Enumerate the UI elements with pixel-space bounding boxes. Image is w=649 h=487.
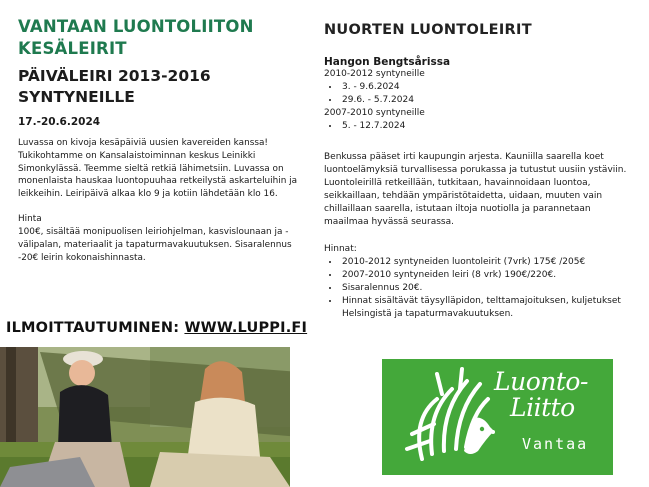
- day-camp-price: [18, 213, 308, 264]
- campers-photo: [0, 347, 290, 487]
- price-heading: Hinta: [18, 214, 42, 225]
- logo-word2: Liitto: [510, 393, 575, 422]
- signup-line: [6, 320, 307, 336]
- youth-camp-description: [324, 151, 629, 229]
- list-item: • 3. - 9.6.2024: [340, 81, 629, 94]
- logo-city: Vantaa: [522, 435, 589, 453]
- main-title-line2: KESÄLEIRIT: [18, 39, 127, 58]
- list-item: • 2010-2012 syntyneiden luontoleirit (7vrk) 175€ /205€: [340, 256, 629, 269]
- signup-label: ILMOITTAUTUMINEN:: [6, 320, 180, 336]
- list-item: • 5. - 12.7.2024: [340, 120, 629, 133]
- youth-camp-section: [324, 22, 629, 321]
- group2-label: 2007-2010 syntyneille: [324, 108, 425, 118]
- youth-camp-description-text: Benkussa pääset irti kaupungin arjesta. Kauniilla saarella koet luontoelämyksiä turvallisessa porukassa ja tutustut uusiin ystäviin. Luontoleirillä retkeillään, tutkitaan, havainnoidaan luontoa, seikkaillaan, tehdään ympäristötaidetta, uidaan, muuten vain chillaillaan saarella, istutaan iltoja nuotiolla ja parannetaan maailmaa hyvässä seurassa.: [324, 152, 627, 227]
- day-camp-section: [18, 16, 308, 265]
- prices-block: [324, 243, 629, 321]
- day-camp-description: Luvassa on kivoja kesäpäiviä uusien kavereiden kanssa! Tukikohtamme on Kansalaistoiminnan keskus Leinikki Simonkylässä. Teemme sieltä retkiä lähimetsiin. Luvassa on monenlaista hauskaa luontopuuhaa retkeilystä askarteluihin ja leikkeihin. Leiripäivä alkaa klo 9 ja kotiin lähdetään klo 16.: [18, 138, 298, 200]
- list-item: • 2007-2010 syntyneiden leiri (8 vrk) 190€/220€.: [340, 269, 629, 282]
- camp-location: Hangon Bengtsårissa: [324, 56, 451, 68]
- day-camp-title-line2: SYNTYNEILLE: [18, 88, 135, 106]
- logo-wordmark: [494, 369, 588, 421]
- group2-dates: [324, 120, 629, 133]
- day-camp-title-line1: PÄIVÄLEIRI 2013-2016: [18, 67, 211, 85]
- list-item: • 29.6. - 5.7.2024: [340, 94, 629, 107]
- luontoliitto-logo: [382, 359, 613, 475]
- list-item: • Hinnat sisältävät täysylläpidon, telttamajoituksen, kuljetukset Helsingistä ja tapaturmavakuutuksen.: [340, 295, 629, 321]
- logo-word1: Luonto-: [494, 367, 588, 396]
- day-camp-description-block: [18, 137, 308, 265]
- prices-list: [324, 256, 629, 321]
- main-title: [18, 16, 308, 60]
- signup-link[interactable]: WWW.LUPPI.FI: [184, 320, 308, 336]
- group1-label: 2010-2012 syntyneille: [324, 69, 425, 79]
- youth-camp-title: NUORTEN LUONTOLEIRIT: [324, 22, 532, 38]
- day-camp-dates: 17.-20.6.2024: [18, 116, 101, 128]
- group1-dates: [324, 81, 629, 107]
- list-item: • Sisaralennus 20€.: [340, 282, 629, 295]
- day-camp-title: [18, 66, 308, 108]
- price-text: 100€, sisältää monipuolisen leiriohjelman, kasvislounaan ja -välipalan, materiaalit ja tapaturmavakuutuksen. Sisaralennus -20€ leirin kokonaishinnasta.: [18, 227, 292, 263]
- campers-photo-illustration: [0, 347, 290, 487]
- prices-heading: Hinnat:: [324, 244, 357, 254]
- main-title-line1: VANTAAN LUONTOLIITON: [18, 17, 254, 36]
